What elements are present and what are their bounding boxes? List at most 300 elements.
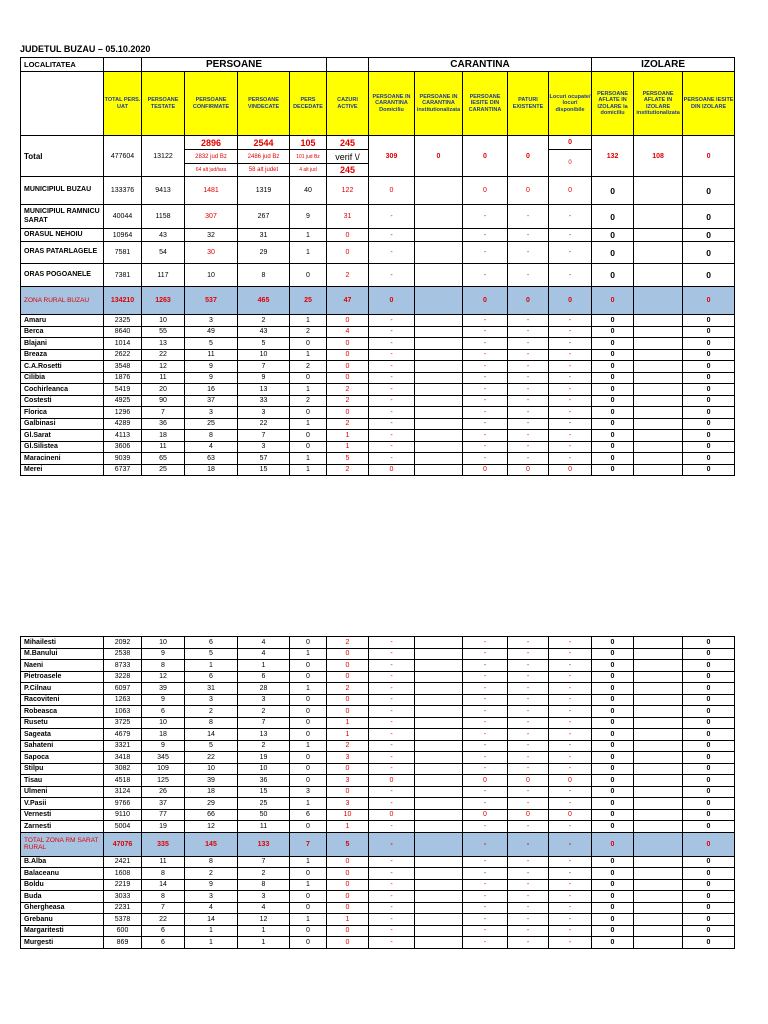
cell-value: 2 bbox=[327, 464, 369, 476]
table-row bbox=[21, 809, 735, 821]
cell-value: 3 bbox=[327, 798, 369, 810]
cell-value: 40044 bbox=[104, 205, 142, 229]
cell-value: 0 bbox=[592, 361, 634, 373]
cell-value: - bbox=[369, 671, 415, 683]
cell-value: 6097 bbox=[104, 683, 142, 695]
cell-value: 43 bbox=[142, 229, 185, 242]
cell-value: - bbox=[508, 315, 549, 327]
cell-value: 3321 bbox=[104, 740, 142, 752]
cell-value: 5 bbox=[185, 648, 238, 660]
table-row bbox=[21, 229, 735, 242]
cell-value: 1 bbox=[290, 648, 327, 660]
locality-name: Sapoca bbox=[21, 752, 104, 764]
header-persoane: PERSOANE bbox=[142, 58, 327, 72]
cell-value: - bbox=[549, 407, 592, 419]
cell-value: 0 bbox=[683, 441, 735, 453]
cell-value: 0 bbox=[290, 372, 327, 384]
cell-value: 1 bbox=[238, 925, 290, 937]
cell-value bbox=[634, 706, 683, 718]
cell-value: 4 bbox=[185, 902, 238, 914]
cell-value: 0 bbox=[327, 361, 369, 373]
cell-value: 47 bbox=[327, 287, 369, 315]
cell-value: 1 bbox=[185, 937, 238, 949]
cell-value: 6 bbox=[142, 937, 185, 949]
cell-value: 9 bbox=[185, 879, 238, 891]
cell-value: 0 bbox=[683, 453, 735, 465]
cell-value: 0 bbox=[327, 315, 369, 327]
cell-value: 0 bbox=[549, 287, 592, 315]
cell-value bbox=[415, 786, 463, 798]
cell-value: 0 bbox=[592, 453, 634, 465]
cell-value: 10 bbox=[142, 637, 185, 649]
cell-value: 10 bbox=[238, 349, 290, 361]
total-carantina-dom: 309 bbox=[369, 136, 415, 177]
covid-table-top bbox=[20, 57, 735, 476]
cell-value: 9766 bbox=[104, 798, 142, 810]
cell-value: - bbox=[549, 453, 592, 465]
cell-value: 8 bbox=[185, 430, 238, 442]
cell-value: 869 bbox=[104, 937, 142, 949]
cell-value: 0 bbox=[592, 775, 634, 787]
cell-value: 0 bbox=[327, 902, 369, 914]
cell-value: 3033 bbox=[104, 891, 142, 903]
cell-value: - bbox=[549, 349, 592, 361]
cell-value: 0 bbox=[592, 349, 634, 361]
locality-name: Buda bbox=[21, 891, 104, 903]
cell-value bbox=[415, 338, 463, 350]
cell-value: 1263 bbox=[104, 694, 142, 706]
cell-value: 18 bbox=[185, 786, 238, 798]
table-row bbox=[21, 395, 735, 407]
table-row bbox=[21, 740, 735, 752]
cell-value bbox=[415, 914, 463, 926]
cell-value: 0 bbox=[549, 177, 592, 205]
cell-value: 0 bbox=[592, 879, 634, 891]
cell-value bbox=[634, 879, 683, 891]
cell-value bbox=[634, 205, 683, 229]
cell-value: - bbox=[508, 717, 549, 729]
cell-value: - bbox=[369, 879, 415, 891]
cell-value: - bbox=[508, 229, 549, 242]
cell-value: - bbox=[463, 430, 508, 442]
cell-value: 4518 bbox=[104, 775, 142, 787]
table-row bbox=[21, 407, 735, 419]
cell-value: - bbox=[369, 740, 415, 752]
cell-value: 0 bbox=[290, 925, 327, 937]
cell-value: - bbox=[549, 637, 592, 649]
cell-value: 2231 bbox=[104, 902, 142, 914]
cell-value: 2 bbox=[238, 706, 290, 718]
cell-value: - bbox=[463, 902, 508, 914]
table-row bbox=[21, 694, 735, 706]
total-izolare-iesite: 0 bbox=[683, 136, 735, 177]
cell-value: - bbox=[508, 752, 549, 764]
cell-value: 8 bbox=[142, 891, 185, 903]
table-row bbox=[21, 879, 735, 891]
cell-value: 0 bbox=[290, 264, 327, 287]
cell-value bbox=[415, 264, 463, 287]
cell-value bbox=[634, 821, 683, 833]
cell-value: 0 bbox=[683, 637, 735, 649]
cell-value bbox=[415, 648, 463, 660]
cell-value: - bbox=[549, 395, 592, 407]
total-izolare-inst: 108 bbox=[634, 136, 683, 177]
cell-value: - bbox=[549, 660, 592, 672]
col-header: PERSOANE IN CARANTINA Domiciliu bbox=[369, 72, 415, 136]
cell-value: - bbox=[508, 242, 549, 264]
locality-name: Grebanu bbox=[21, 914, 104, 926]
cell-value: 9413 bbox=[142, 177, 185, 205]
cell-value: - bbox=[463, 717, 508, 729]
cell-value bbox=[415, 717, 463, 729]
locality-name: Ghergheasa bbox=[21, 902, 104, 914]
cell-value: 2092 bbox=[104, 637, 142, 649]
cell-value: 0 bbox=[683, 914, 735, 926]
header-carantina: CARANTINA bbox=[369, 58, 592, 72]
cell-value: - bbox=[549, 763, 592, 775]
cell-value: - bbox=[508, 856, 549, 868]
cell-value: 0 bbox=[592, 242, 634, 264]
total-active-2: 245 bbox=[327, 164, 369, 177]
cell-value bbox=[634, 441, 683, 453]
cell-value: - bbox=[463, 879, 508, 891]
cell-value: 0 bbox=[683, 648, 735, 660]
locality-name: Maracineni bbox=[21, 453, 104, 465]
cell-value: - bbox=[549, 729, 592, 741]
cell-value: 29 bbox=[185, 798, 238, 810]
table-row bbox=[21, 315, 735, 327]
cell-value bbox=[634, 717, 683, 729]
cell-value: 15 bbox=[238, 786, 290, 798]
cell-value: 5 bbox=[327, 453, 369, 465]
cell-value: 0 bbox=[683, 430, 735, 442]
cell-value: 22 bbox=[142, 349, 185, 361]
locality-name: Margaritesti bbox=[21, 925, 104, 937]
cell-value: 0 bbox=[592, 338, 634, 350]
table-row bbox=[21, 798, 735, 810]
cell-value: 0 bbox=[592, 937, 634, 949]
cell-value: 0 bbox=[683, 891, 735, 903]
cell-value: - bbox=[369, 384, 415, 396]
cell-value: - bbox=[508, 637, 549, 649]
cell-value: 1319 bbox=[238, 177, 290, 205]
cell-value: 0 bbox=[592, 798, 634, 810]
cell-value: - bbox=[463, 349, 508, 361]
cell-value: - bbox=[463, 453, 508, 465]
cell-value: 0 bbox=[290, 775, 327, 787]
locality-name: Sahateni bbox=[21, 740, 104, 752]
cell-value: 0 bbox=[508, 177, 549, 205]
cell-value: 2 bbox=[327, 637, 369, 649]
cell-value: 0 bbox=[592, 464, 634, 476]
cell-value: 39 bbox=[142, 683, 185, 695]
cell-value: - bbox=[463, 914, 508, 926]
cell-value: 32 bbox=[185, 229, 238, 242]
cell-value: 0 bbox=[327, 242, 369, 264]
cell-value: 0 bbox=[683, 229, 735, 242]
cell-value: 0 bbox=[683, 856, 735, 868]
locality-name: ZONA RURAL BUZAU bbox=[21, 287, 104, 315]
cell-value: 0 bbox=[592, 729, 634, 741]
cell-value: - bbox=[549, 868, 592, 880]
cell-value: - bbox=[369, 694, 415, 706]
cell-value bbox=[634, 395, 683, 407]
cell-value: 2 bbox=[185, 868, 238, 880]
cell-value: - bbox=[463, 752, 508, 764]
cell-value bbox=[634, 694, 683, 706]
cell-value: 31 bbox=[327, 205, 369, 229]
cell-value: 55 bbox=[142, 326, 185, 338]
total-confirmed-alt: 64 alt jud/tara bbox=[185, 164, 238, 177]
total-carantina-iesite: 0 bbox=[463, 136, 508, 177]
table-row bbox=[21, 821, 735, 833]
cell-value: 6 bbox=[185, 637, 238, 649]
cell-value: 0 bbox=[683, 464, 735, 476]
total-confirmed: 2896 bbox=[185, 136, 238, 150]
cell-value: 0 bbox=[592, 326, 634, 338]
cell-value: 10 bbox=[327, 809, 369, 821]
cell-value: - bbox=[508, 798, 549, 810]
cell-value bbox=[634, 671, 683, 683]
locality-name: Mihailesti bbox=[21, 637, 104, 649]
cell-value: 0 bbox=[327, 648, 369, 660]
cell-value: 0 bbox=[592, 868, 634, 880]
locality-name: Boldu bbox=[21, 879, 104, 891]
total-deceased: 105 bbox=[290, 136, 327, 150]
cell-value: - bbox=[369, 242, 415, 264]
cell-value: 1296 bbox=[104, 407, 142, 419]
col-header: Locuri ocupate/ locuri disponibile bbox=[549, 72, 592, 136]
cell-value: 0 bbox=[592, 648, 634, 660]
cell-value: 0 bbox=[592, 925, 634, 937]
cell-value: - bbox=[549, 326, 592, 338]
table-row bbox=[21, 775, 735, 787]
cell-value: - bbox=[549, 879, 592, 891]
cell-value: 9110 bbox=[104, 809, 142, 821]
cell-value: 25 bbox=[142, 464, 185, 476]
cell-value: 5419 bbox=[104, 384, 142, 396]
cell-value: - bbox=[549, 925, 592, 937]
cell-value: 22 bbox=[185, 752, 238, 764]
cell-value: 0 bbox=[592, 902, 634, 914]
cell-value: 0 bbox=[369, 464, 415, 476]
cell-value: - bbox=[463, 683, 508, 695]
cell-value: - bbox=[549, 891, 592, 903]
col-header: PERSOANE IESITE DIN IZOLARE bbox=[683, 72, 735, 136]
cell-value: 0 bbox=[290, 729, 327, 741]
cell-value: 0 bbox=[683, 205, 735, 229]
cell-value: - bbox=[369, 868, 415, 880]
cell-value: - bbox=[369, 660, 415, 672]
cell-value: 2 bbox=[290, 361, 327, 373]
cell-value: - bbox=[369, 326, 415, 338]
cell-value: - bbox=[508, 326, 549, 338]
cell-value: - bbox=[369, 229, 415, 242]
cell-value: - bbox=[463, 740, 508, 752]
cell-value: - bbox=[549, 242, 592, 264]
table-row bbox=[21, 326, 735, 338]
cell-value: 31 bbox=[185, 683, 238, 695]
cell-value: 20 bbox=[142, 384, 185, 396]
locality-name: Gl.Silistea bbox=[21, 441, 104, 453]
cell-value: 15 bbox=[238, 464, 290, 476]
cell-value: 3 bbox=[327, 775, 369, 787]
cell-value bbox=[415, 372, 463, 384]
col-header: PERSOANE CONFIRMATE bbox=[185, 72, 238, 136]
cell-value: - bbox=[508, 660, 549, 672]
cell-value: 0 bbox=[290, 694, 327, 706]
cell-value: 54 bbox=[142, 242, 185, 264]
cell-value: 0 bbox=[369, 177, 415, 205]
cell-value: 0 bbox=[592, 407, 634, 419]
locality-name: P.Cilnau bbox=[21, 683, 104, 695]
cell-value: - bbox=[463, 326, 508, 338]
cell-value bbox=[634, 660, 683, 672]
cell-value: 14 bbox=[142, 879, 185, 891]
cell-value: 0 bbox=[683, 925, 735, 937]
cell-value: 4 bbox=[327, 326, 369, 338]
locality-name: Pietroasele bbox=[21, 671, 104, 683]
cell-value: 0 bbox=[327, 891, 369, 903]
cell-value: 6 bbox=[290, 809, 327, 821]
cell-value: 0 bbox=[683, 775, 735, 787]
cell-value: 25 bbox=[290, 287, 327, 315]
cell-value bbox=[634, 384, 683, 396]
cell-value: 0 bbox=[683, 395, 735, 407]
table-row bbox=[21, 914, 735, 926]
cell-value: 1 bbox=[290, 856, 327, 868]
cell-value: 19 bbox=[142, 821, 185, 833]
cell-value: 0 bbox=[508, 775, 549, 787]
cell-value: - bbox=[463, 786, 508, 798]
cell-value: 47076 bbox=[104, 832, 142, 856]
cell-value: 0 bbox=[463, 287, 508, 315]
cell-value: 0 bbox=[683, 717, 735, 729]
cell-value: 0 bbox=[290, 821, 327, 833]
cell-value: - bbox=[508, 430, 549, 442]
cell-value: - bbox=[508, 786, 549, 798]
cell-value: 0 bbox=[549, 464, 592, 476]
cell-value: 3 bbox=[238, 407, 290, 419]
cell-value: - bbox=[508, 361, 549, 373]
col-header: PERSOANE IN CARANTINA institutionalizata bbox=[415, 72, 463, 136]
cell-value: 12 bbox=[142, 671, 185, 683]
cell-value: 29 bbox=[238, 242, 290, 264]
cell-value: 3 bbox=[185, 694, 238, 706]
cell-value: - bbox=[463, 229, 508, 242]
cell-value: - bbox=[549, 372, 592, 384]
cell-value: 600 bbox=[104, 925, 142, 937]
cell-value: 7 bbox=[238, 361, 290, 373]
cell-value: 25 bbox=[238, 798, 290, 810]
cell-value bbox=[415, 177, 463, 205]
cell-value: 1 bbox=[327, 430, 369, 442]
cell-value: 3606 bbox=[104, 441, 142, 453]
cell-value: - bbox=[508, 925, 549, 937]
cell-value: 8 bbox=[185, 717, 238, 729]
cell-value: - bbox=[549, 430, 592, 442]
cell-value: 0 bbox=[592, 809, 634, 821]
cell-value bbox=[415, 879, 463, 891]
cell-value: 0 bbox=[592, 229, 634, 242]
cell-value bbox=[634, 925, 683, 937]
cell-value: 1 bbox=[327, 821, 369, 833]
cell-value: - bbox=[549, 694, 592, 706]
cell-value: 66 bbox=[185, 809, 238, 821]
cell-value: 0 bbox=[683, 683, 735, 695]
cell-value: 0 bbox=[683, 798, 735, 810]
cell-value: 133 bbox=[238, 832, 290, 856]
locality-name: Racoviteni bbox=[21, 694, 104, 706]
cell-value: 0 bbox=[369, 775, 415, 787]
cell-value: - bbox=[369, 418, 415, 430]
cell-value: 19 bbox=[238, 752, 290, 764]
cell-value: - bbox=[508, 891, 549, 903]
cell-value: 0 bbox=[683, 407, 735, 419]
locality-name: TOTAL ZONA RM SARAT RURAL bbox=[21, 832, 104, 856]
cell-value: - bbox=[549, 786, 592, 798]
cell-value bbox=[634, 453, 683, 465]
col-header: PERSOANE AFLATE IN IZOLARE institutionalizata bbox=[634, 72, 683, 136]
cell-value: 6 bbox=[142, 706, 185, 718]
cell-value: 26 bbox=[142, 786, 185, 798]
cell-value: 0 bbox=[290, 338, 327, 350]
cell-value: - bbox=[508, 821, 549, 833]
cell-value: 0 bbox=[592, 177, 634, 205]
cell-value: 0 bbox=[290, 407, 327, 419]
cell-value: 0 bbox=[683, 902, 735, 914]
table-row bbox=[21, 264, 735, 287]
cell-value: 1 bbox=[185, 660, 238, 672]
locality-name: Costesti bbox=[21, 395, 104, 407]
total-locuri-disponibile: 0 bbox=[549, 150, 592, 177]
cell-value: 0 bbox=[683, 706, 735, 718]
cell-value bbox=[634, 902, 683, 914]
col-header: PERSOANE AFLATE IN IZOLARE la domiciliu bbox=[592, 72, 634, 136]
cell-value: 63 bbox=[185, 453, 238, 465]
cell-value: 9039 bbox=[104, 453, 142, 465]
cell-value bbox=[634, 372, 683, 384]
table-row bbox=[21, 902, 735, 914]
cell-value: 0 bbox=[508, 464, 549, 476]
cell-value: 1014 bbox=[104, 338, 142, 350]
cell-value bbox=[415, 660, 463, 672]
cell-value: 0 bbox=[463, 775, 508, 787]
table-row bbox=[21, 372, 735, 384]
cell-value: 10 bbox=[142, 315, 185, 327]
cell-value: 0 bbox=[549, 775, 592, 787]
cell-value: 6737 bbox=[104, 464, 142, 476]
cell-value: - bbox=[549, 706, 592, 718]
locality-name: Merei bbox=[21, 464, 104, 476]
cell-value: - bbox=[369, 264, 415, 287]
cell-value: 0 bbox=[683, 326, 735, 338]
total-recovered-jud: 2486 jud Bz bbox=[238, 150, 290, 164]
cell-value: 25 bbox=[185, 418, 238, 430]
cell-value: - bbox=[369, 706, 415, 718]
cell-value: 0 bbox=[327, 879, 369, 891]
cell-value: - bbox=[549, 740, 592, 752]
cell-value: 4925 bbox=[104, 395, 142, 407]
cell-value: 0 bbox=[290, 660, 327, 672]
cell-value: - bbox=[463, 648, 508, 660]
cell-value: 2219 bbox=[104, 879, 142, 891]
cell-value: 1 bbox=[290, 453, 327, 465]
cell-value: 0 bbox=[290, 671, 327, 683]
cell-value: 0 bbox=[683, 315, 735, 327]
cell-value: 0 bbox=[592, 637, 634, 649]
cell-value bbox=[415, 856, 463, 868]
